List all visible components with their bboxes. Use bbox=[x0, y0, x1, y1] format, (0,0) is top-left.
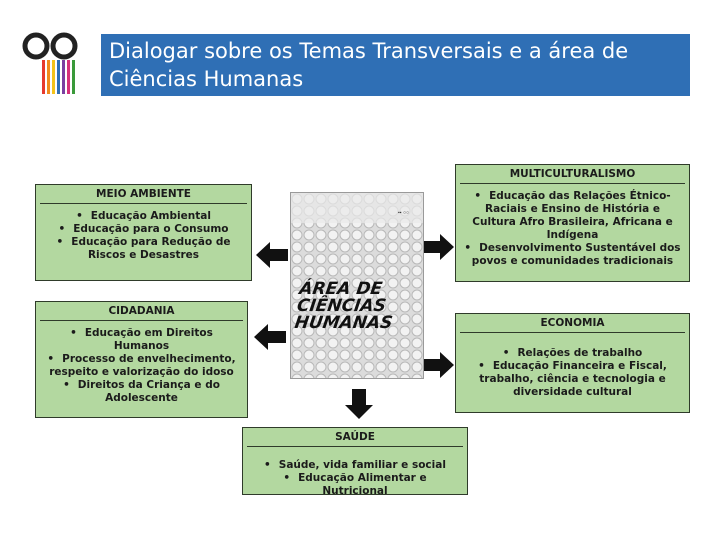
arrow-down-icon bbox=[345, 389, 373, 419]
saude-title: SAÚDE bbox=[247, 428, 463, 447]
arrow-right-icon bbox=[424, 234, 454, 260]
arrow-left-icon bbox=[256, 242, 288, 268]
list-item: • Direitos da Criança e do Adolescente bbox=[42, 379, 241, 405]
cidadania-title: CIDADANIA bbox=[40, 302, 243, 321]
arrow-left-icon bbox=[254, 324, 286, 350]
list-item: • Educação Ambiental bbox=[42, 210, 245, 223]
cidadania-box bbox=[35, 301, 248, 418]
list-item: • Educação das Relações Étnico-Raciais e Ensino de História e Cultura Afro Brasileira, Africana e Indígena bbox=[462, 190, 683, 242]
economia-title: ECONOMIA bbox=[460, 314, 685, 333]
list-item: • Educação para Redução de Riscos e Desastres bbox=[42, 236, 245, 262]
meio-ambiente-box bbox=[35, 184, 252, 281]
meio-ambiente-title: MEIO AMBIENTE bbox=[40, 185, 247, 204]
list-item: • Educação para o Consumo bbox=[42, 223, 245, 236]
multiculturalismo-box bbox=[455, 164, 690, 282]
list-item: • Desenvolvimento Sustentável dos povos e comunidades tradicionais bbox=[462, 242, 683, 268]
multiculturalismo-title: MULTICULTURALISMO bbox=[460, 165, 685, 184]
list-item: • Educação Financeira e Fiscal, trabalho, ciência e tecnologia e diversidade cultural bbox=[462, 360, 683, 399]
saude-box bbox=[242, 427, 468, 495]
list-item: • Educação Alimentar e Nutricional bbox=[249, 472, 461, 498]
list-item: • Saúde, vida familiar e social bbox=[249, 459, 461, 472]
page-title: Dialogar sobre os Temas Transversais e a área de Ciências Humanas bbox=[101, 34, 690, 96]
logo-icon bbox=[22, 30, 84, 96]
cover-publisher-logo: ▪▪ ○○ bbox=[398, 210, 409, 216]
book-cover bbox=[290, 192, 424, 379]
list-item: • Processo de envelhecimento, respeito e valorização do idoso bbox=[42, 353, 241, 379]
arrow-right-icon bbox=[424, 352, 454, 378]
economia-box bbox=[455, 313, 690, 413]
cover-title: ÁREA DE CIÊNCIAS HUMANAS bbox=[293, 279, 394, 333]
list-item: • Relações de trabalho bbox=[462, 347, 683, 360]
list-item: • Educação em Direitos Humanos bbox=[42, 327, 241, 353]
